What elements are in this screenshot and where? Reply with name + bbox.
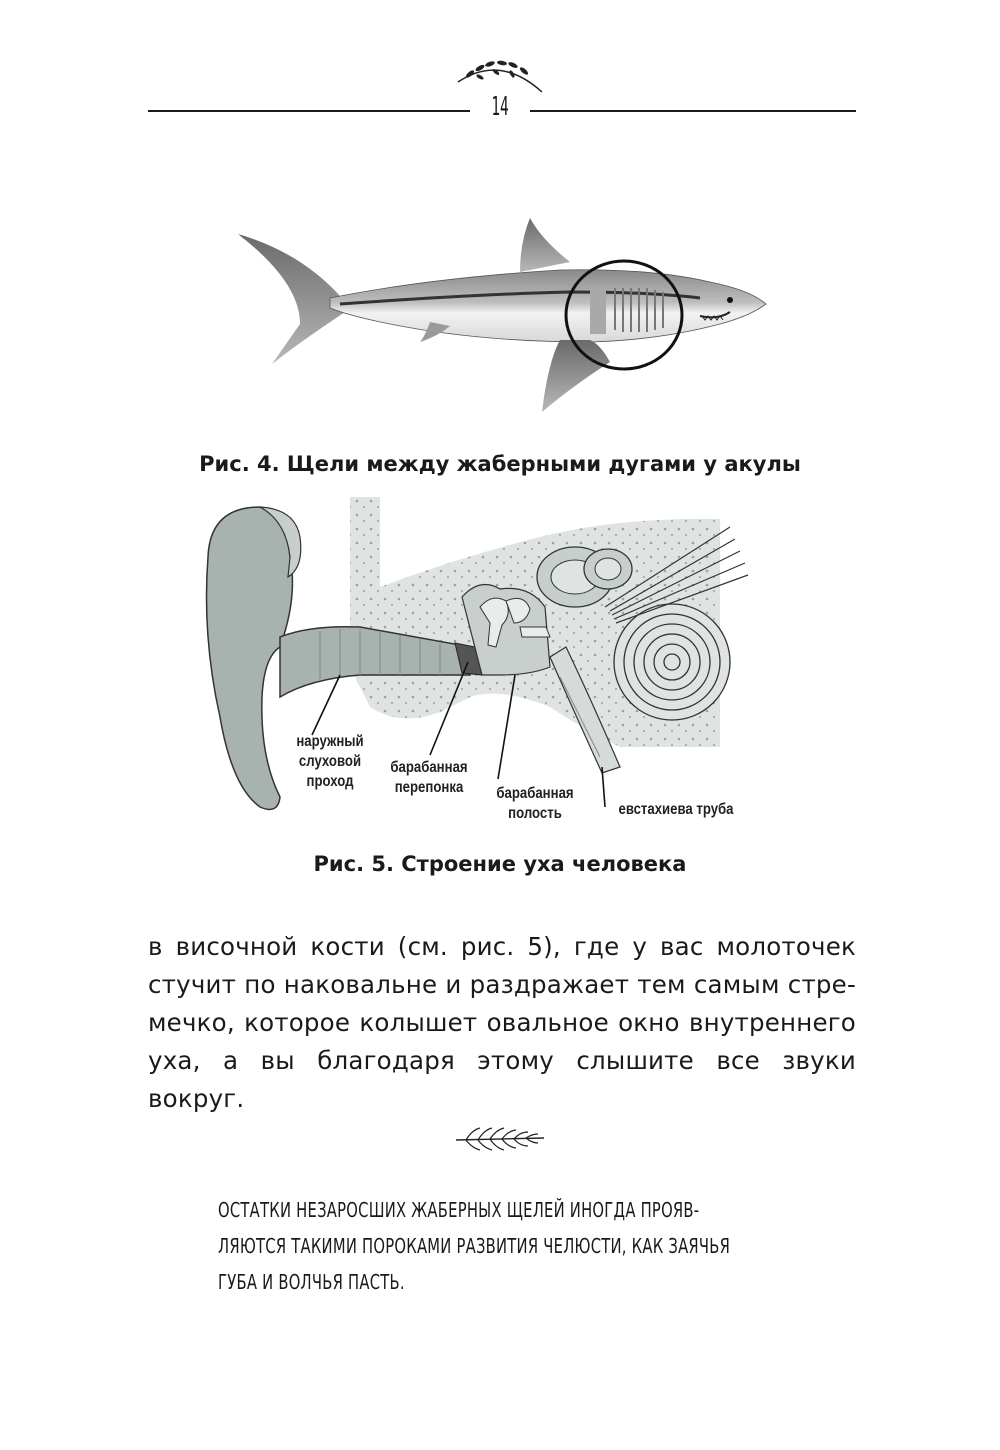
header-rule-left (148, 110, 470, 112)
note-line: ГУБА И ВОЛЧЬЯ ПАСТЬ. (218, 1270, 405, 1294)
label-eardrum-line: перепонка (394, 779, 464, 796)
body-line: уха, а вы благодаря этому слышите все звуки вокруг. (148, 1046, 856, 1113)
body-line: мечко, которое колышет овальное окно внутреннего (148, 1008, 856, 1037)
label-outer-ear-canal-line: наружный (296, 733, 364, 750)
label-outer-ear-canal-line: проход (306, 773, 354, 790)
body-paragraph (148, 928, 856, 1118)
label-eardrum-line: барабанная (390, 759, 468, 776)
figure-5-caption: Рис. 5. Строение уха человека (313, 852, 687, 876)
body-line: стучит по наковальне и раздражает тем самым стре- (148, 970, 856, 999)
page-number: 14 (491, 92, 509, 122)
label-tympanic-cavity-line: барабанная (496, 785, 574, 802)
figure-4-caption: Рис. 4. Щели между жаберными дугами у акулы (199, 452, 801, 476)
note-line: ЛЯЮТСЯ ТАКИМИ ПОРОКАМИ РАЗВИТИЯ ЧЕЛЮСТИ, КАК ЗАЯЧЬЯ (218, 1234, 731, 1258)
fern-divider-ornament (452, 1120, 548, 1156)
label-tympanic-cavity (488, 784, 582, 824)
label-eardrum (382, 758, 476, 798)
shark-illustration (230, 212, 770, 442)
label-tympanic-cavity-line: полость (508, 805, 562, 822)
label-outer-ear-canal (288, 732, 373, 792)
note-line: ОСТАТКИ НЕЗАРОСШИХ ЖАБЕРНЫХ ЩЕЛЕЙ ИНОГДА ПРОЯВ- (218, 1198, 700, 1222)
label-outer-ear-canal-line: слуховой (298, 753, 362, 770)
label-eustachian-tube: евстахиева труба (618, 801, 734, 818)
body-line: в височной кости (см. рис. 5), где у вас молоточек (148, 932, 856, 961)
header-rule-right (530, 110, 856, 112)
note-block (218, 1192, 818, 1300)
